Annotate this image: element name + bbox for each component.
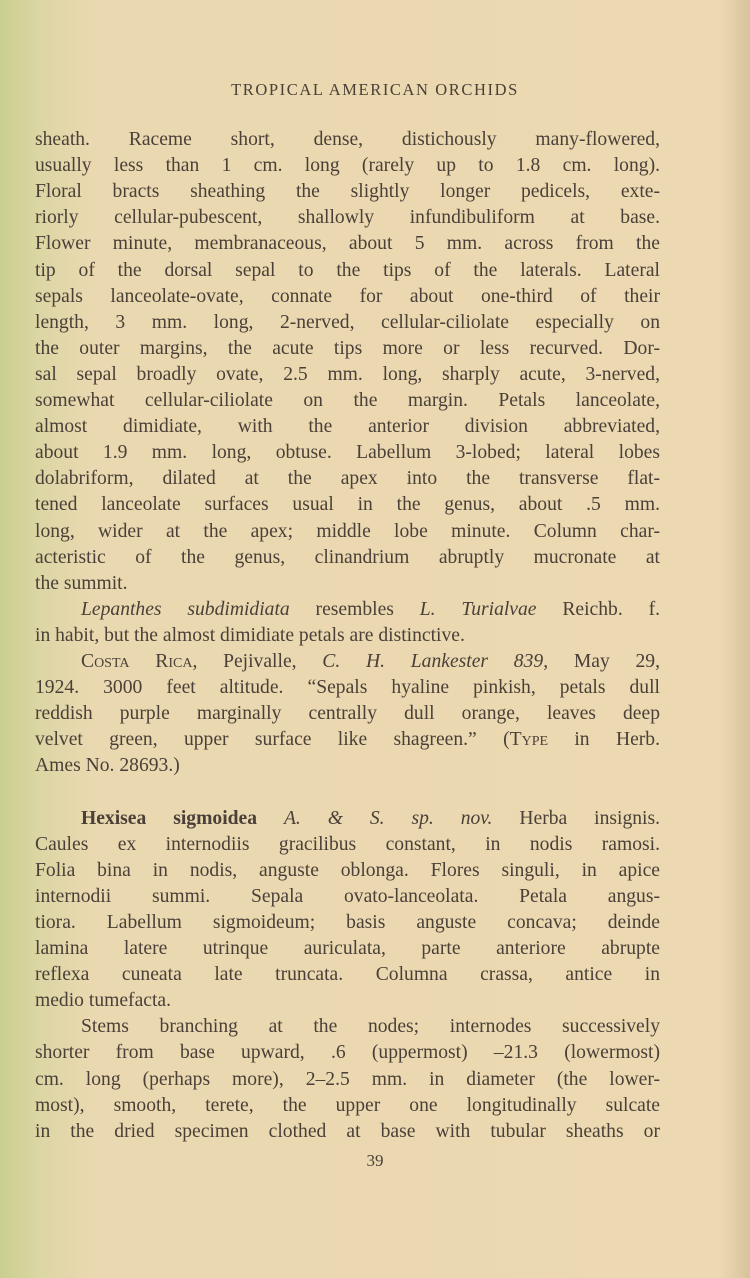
text-run: Type	[509, 729, 549, 751]
text-line: somewhat cellular-ciliolate on the margin. Petals lanceolate,	[35, 390, 660, 411]
text-run: , Pejivalle,	[192, 651, 323, 672]
text-line: usually less than 1 cm. long (rarely up to 1.8 cm. long).	[35, 155, 660, 177]
text-line	[35, 727, 660, 753]
text-line: most), smooth, terete, the upper one longitudinally sulcate	[35, 1094, 660, 1116]
text-line: about 1.9 mm. long, obtuse. Labellum 3-lobed; lateral lobes	[35, 442, 660, 464]
text-line: internodii summi. Sepala ovato-lanceolata. Petala angus-	[35, 885, 660, 907]
text-line: the summit.	[35, 572, 128, 594]
text-line: riorly cellular-pubescent, shallowly infundibuliform at base.	[35, 207, 660, 229]
text-line: in habit, but the almost dimidiate petals are distinctive.	[35, 624, 465, 646]
text-run: Hexisea sigmoidea	[81, 807, 258, 829]
text-line: length, 3 mm. long, 2-nerved, cellular-ciliolate especially on	[35, 311, 660, 333]
text-line: shorter from base upward, .6 (uppermost) –21.3 (lowermost)	[35, 1042, 660, 1064]
running-head: TROPICAL AMERICAN ORCHIDS	[231, 80, 519, 99]
text-line: in the dried specimen clothed at base with tubular sheaths or	[35, 1120, 660, 1142]
text-run: Herba insignis.	[492, 807, 661, 829]
text-run: velvet green, upper surface like shagreen.” (	[35, 729, 510, 751]
text-line	[81, 649, 660, 675]
text-run: in Herb.	[548, 729, 661, 751]
page-number: 39	[366, 1151, 384, 1170]
text-run	[257, 808, 284, 829]
text-run: Reichb. f.	[536, 598, 660, 620]
text-line: sepals lanceolate-ovate, connate for about one-third of their	[35, 285, 660, 307]
text-line: Caules ex internodiis gracilibus constant, in nodis ramosi.	[35, 833, 660, 855]
text-line: the outer margins, the acute tips more or less recurved. Dor-	[35, 337, 660, 359]
text-line	[81, 597, 660, 623]
text-line: acteristic of the genus, clinandrium abruptly mucronate at	[35, 546, 660, 568]
text-line: dolabriform, dilated at the apex into the transverse flat-	[35, 468, 660, 490]
text-run: resembles	[289, 598, 420, 620]
text-line: sheath. Raceme short, dense, distichously many-flowered,	[35, 129, 660, 150]
text-run: , May 29,	[543, 651, 660, 672]
text-run: Costa Rica	[81, 651, 193, 672]
text-run: Lepanthes subdimidiata	[81, 598, 290, 620]
text-line: long, wider at the apex; middle lobe minute. Column char-	[35, 520, 660, 542]
text-line: 1924. 3000 feet altitude. “Sepals hyaline pinkish, petals dull	[35, 677, 660, 699]
text-line: almost dimidiate, with the anterior division abbreviated,	[35, 416, 660, 438]
text-line: tip of the dorsal sepal to the tips of the laterals. Lateral	[35, 259, 660, 281]
text-line: reflexa cuneata late truncata. Columna crassa, antice in	[35, 964, 660, 986]
text-line: sal sepal broadly ovate, 2.5 mm. long, sharply acute, 3-nerved,	[35, 363, 660, 385]
text-run: L. Turialvae	[419, 598, 537, 620]
text-line: reddish purple marginally centrally dull orange, leaves deep	[35, 703, 660, 725]
text-line: tiora. Labellum sigmoideum; basis anguste concava; deinde	[35, 911, 660, 933]
text-run: A. & S. sp. nov.	[283, 807, 493, 829]
text-line	[81, 806, 660, 832]
text-line: tened lanceolate surfaces usual in the genus, about .5 mm.	[35, 494, 660, 516]
text-line: Floral bracts sheathing the slightly longer pedicels, exte-	[35, 181, 660, 203]
text-line: lamina latere utrinque auriculata, parte anteriore abrupte	[35, 938, 660, 959]
text-line: medio tumefacta.	[35, 990, 172, 1012]
text-line: Ames No. 28693.)	[35, 755, 180, 777]
text-line: Stems branching at the nodes; internodes successively	[81, 1016, 660, 1038]
text-line: Folia bina in nodis, anguste oblonga. Flores singuli, in apice	[35, 859, 660, 881]
text-line: Flower minute, membranaceous, about 5 mm. across from the	[35, 233, 660, 255]
text-line: cm. long (perhaps more), 2–2.5 mm. in diameter (the lower-	[35, 1068, 660, 1090]
text-run: C. H. Lankester 839	[322, 651, 544, 672]
